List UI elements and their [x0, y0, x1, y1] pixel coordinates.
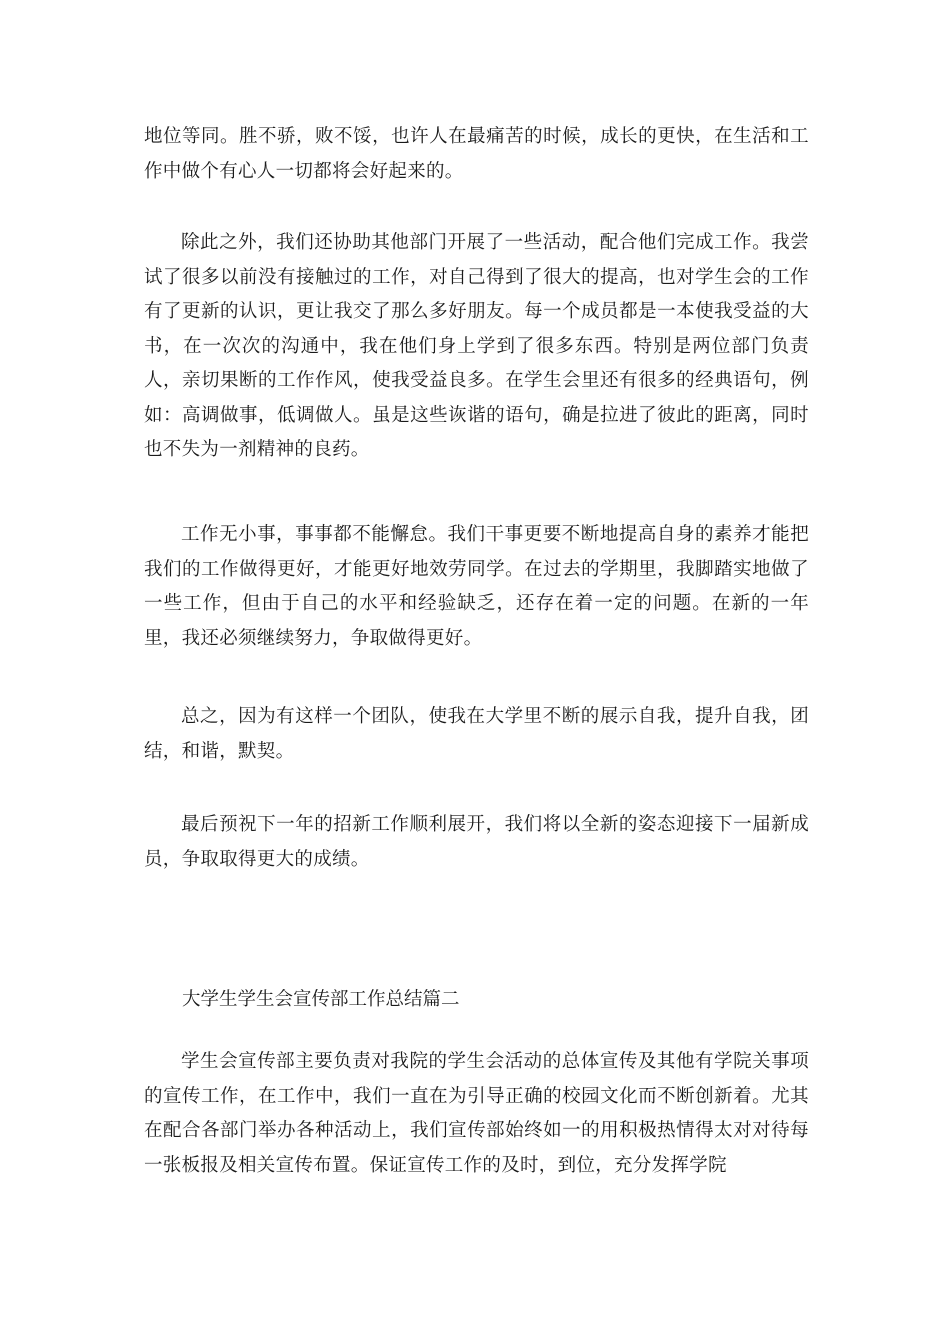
paragraph-collaboration: 除此之外，我们还协助其他部门开展了一些活动，配合他们完成工作。我尝试了很多以前没有接触过的工作，对自己得到了很大的提高，也对学生会的工作有了更新的认识，更让我交了那么多好朋友。每一个成员都是一本使我受益的大书，在一次次的沟通中，我在他们身上学到了很多东西。特别是两位部门负责人，亲切果断的工作作风，使我受益良多。在学生会里还有很多的经典语句，例如：高调做事，低调做人。虽是这些诙谐的语句，确是拉进了彼此的距离，同时也不失为一剂精神的良药。	[144, 232, 809, 460]
paragraph-publicity-department: 学生会宣传部主要负责对我院的学生会活动的总体宣传及其他有学院关事项的宣传工作，在工作中，我们一直在为引导正确的校园文化而不断创新着。尤其在配合各部门举办各种活动上，我们宣传部始终如一的用积极热情得太对对待每一张板报及相关宣传布置。保证宣传工作的及时，到位，充分发挥学院	[144, 1051, 809, 1176]
section-heading: 大学生学生会宣传部工作总结篇二	[182, 989, 460, 1010]
paragraph-best-wishes: 最后预祝下一年的招新工作顺利展开，我们将以全新的姿态迎接下一届新成员，争取取得更大的成绩。	[144, 814, 809, 870]
paragraph-continuation: 地位等同。胜不骄，败不馁，也许人在最痛苦的时候，成长的更快，在生活和工作中做个有心人一切都将会好起来的。	[144, 126, 809, 182]
paragraph-no-small-task: 工作无小事，事事都不能懈怠。我们干事更要不断地提高自身的素养才能把我们的工作做得更好，才能更好地效劳同学。在过去的学期里，我脚踏实地做了一些工作，但由于自己的水平和经验缺乏，还存在着一定的问题。在新的一年里，我还必须继续努力，争取做得更好。	[144, 524, 809, 649]
paragraph-in-summary: 总之，因为有这样一个团队，使我在大学里不断的展示自我，提升自我，团结，和谐，默契。	[144, 706, 809, 762]
